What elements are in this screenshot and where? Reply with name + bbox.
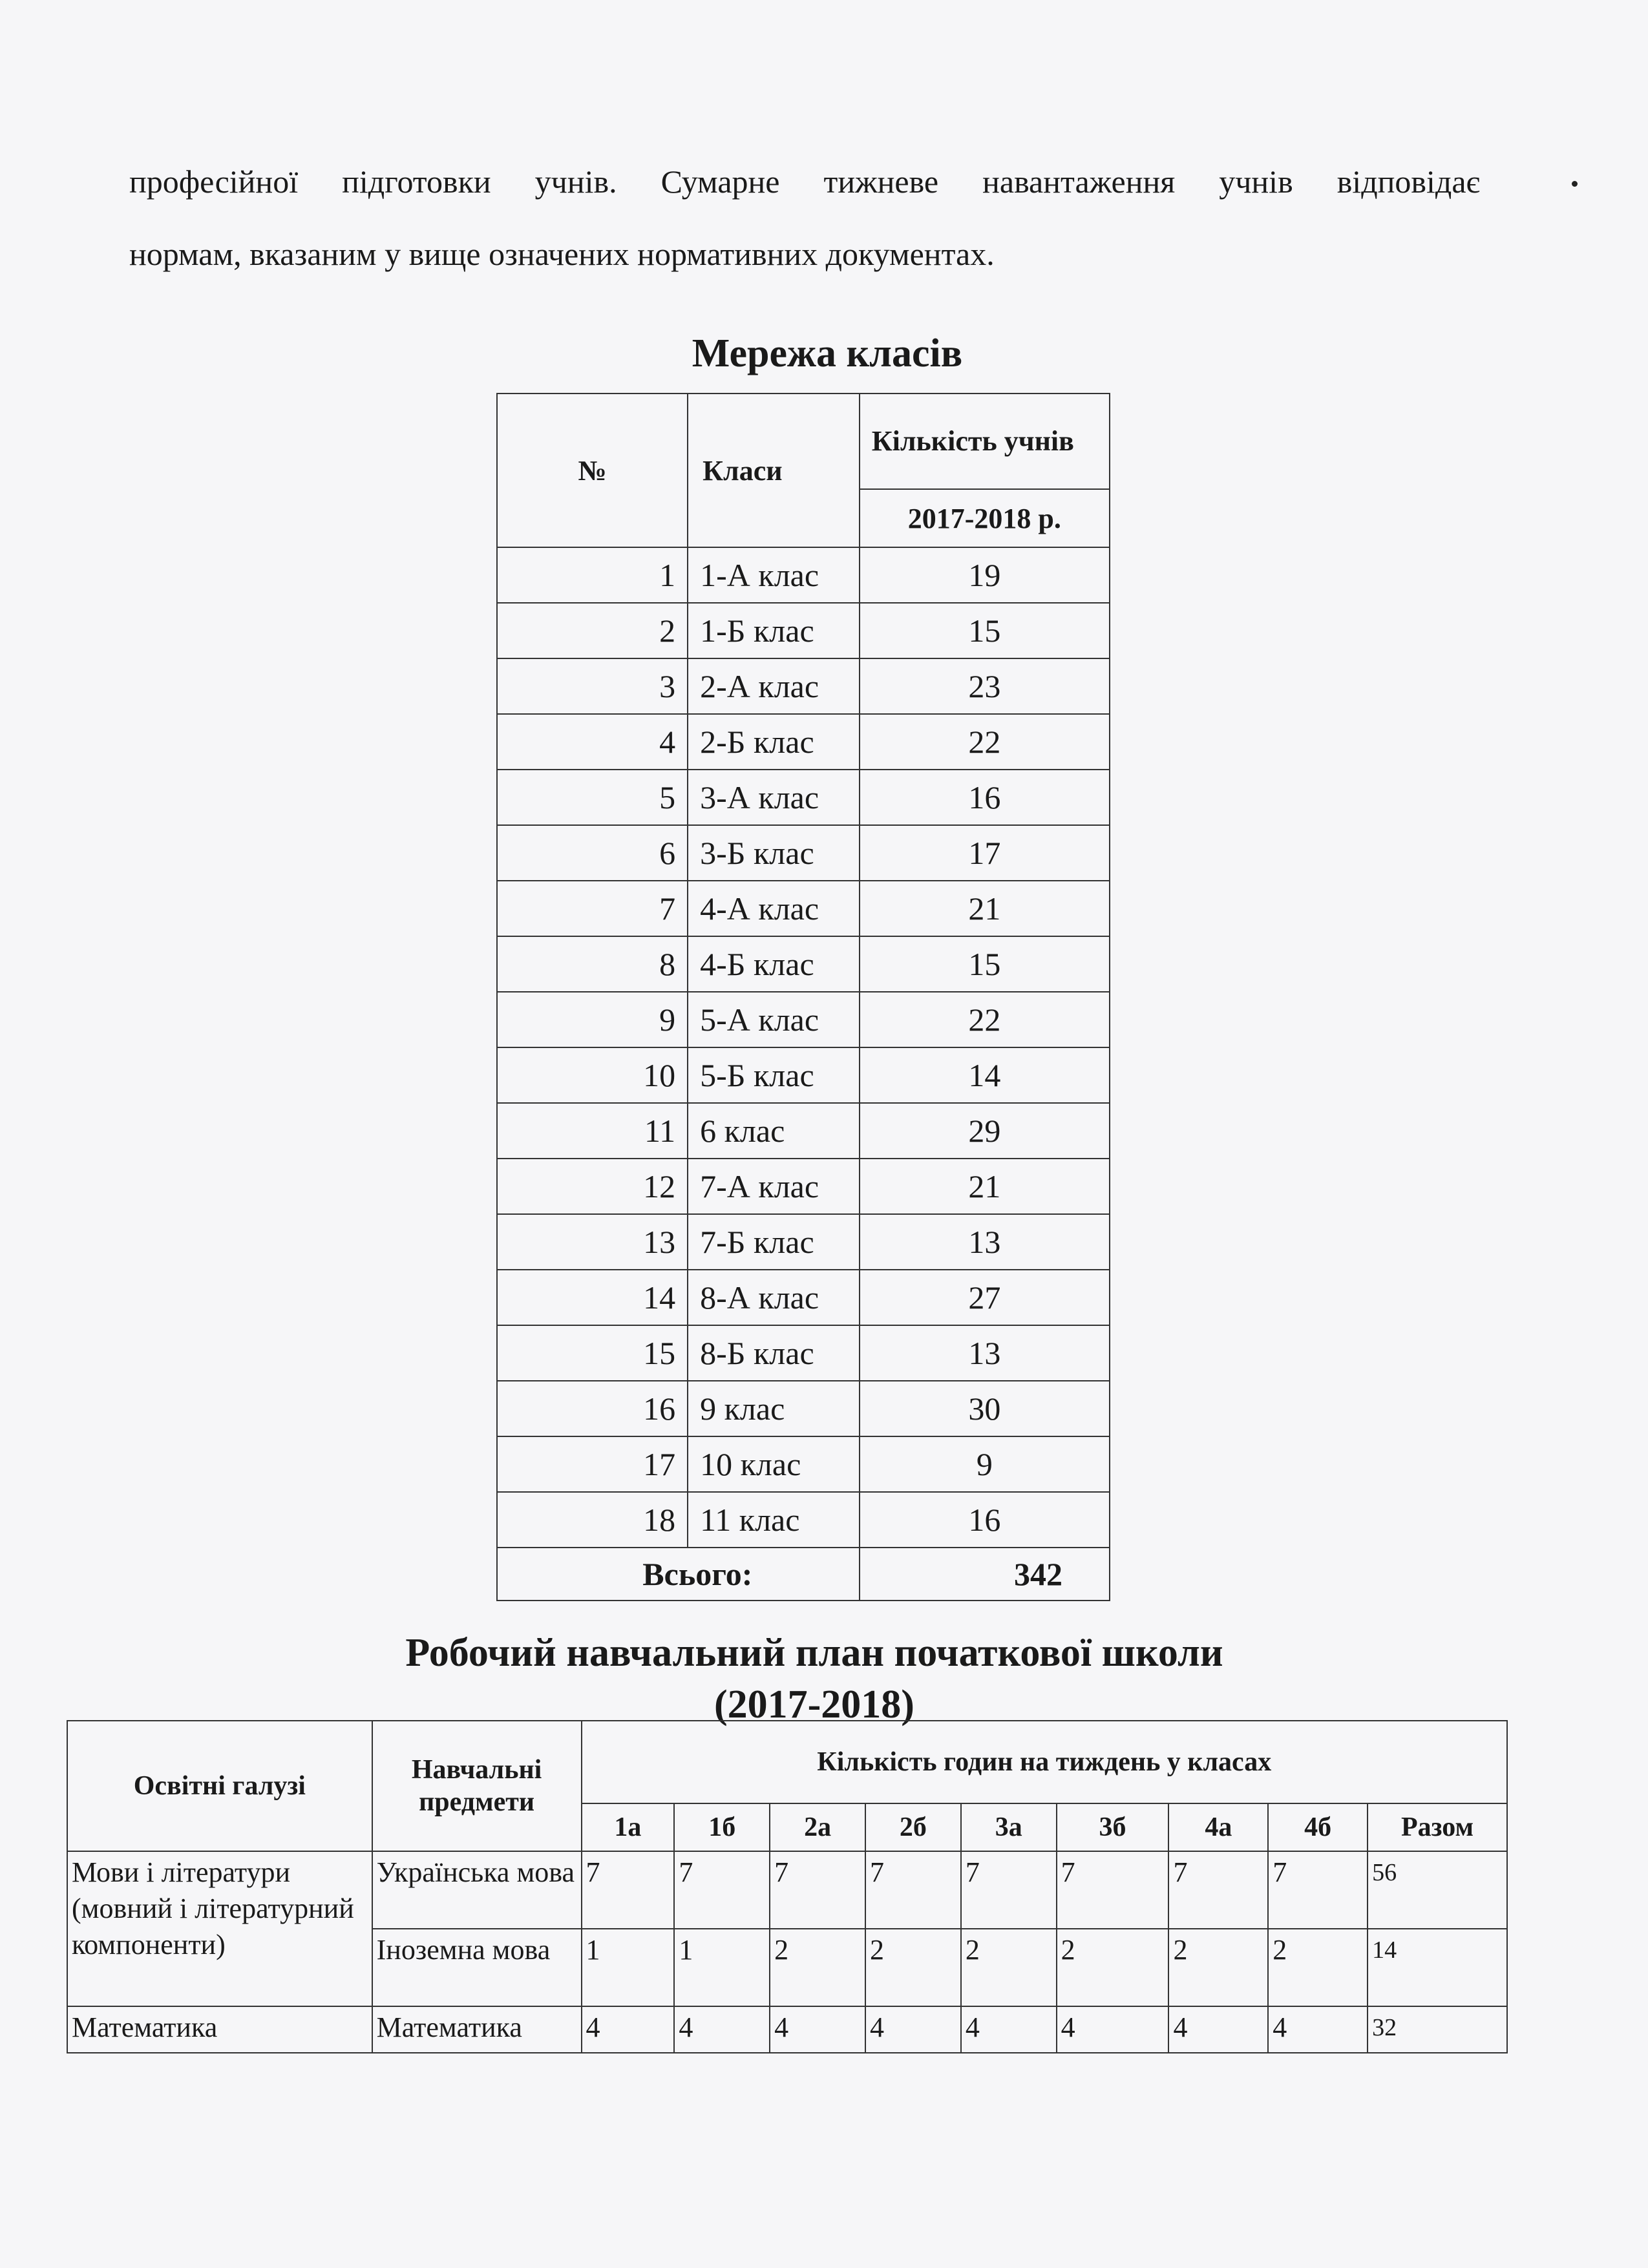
row-number: 1 [497,547,688,603]
student-count: 21 [860,1159,1110,1214]
hours-cell: 2 [770,1929,865,2006]
row-number: 14 [497,1270,688,1325]
class-header: 3а [961,1803,1057,1851]
class-name: 1-Б клас [688,603,860,658]
hours-cell: 4 [1057,2006,1169,2053]
table-row [497,1325,1110,1381]
class-header: 3б [1057,1803,1169,1851]
table-row [497,547,1110,603]
student-count: 22 [860,714,1110,770]
student-count: 17 [860,825,1110,881]
table-row [497,825,1110,881]
hours-cell: 7 [865,1851,961,1929]
hours-cell: 7 [770,1851,865,1929]
student-count: 19 [860,547,1110,603]
hours-cell: 4 [674,2006,770,2053]
table-row [497,1103,1110,1159]
class-name: 7-Б клас [688,1214,860,1270]
header-hours: Кількість годин на тиждень у класах [582,1721,1507,1803]
row-number: 17 [497,1436,688,1492]
header-year: 2017-2018 р. [860,489,1110,547]
class-name: 1-А клас [688,547,860,603]
row-number: 11 [497,1103,688,1159]
hours-cell: 2 [961,1929,1057,2006]
speck [1572,181,1578,187]
student-count: 16 [860,770,1110,825]
class-header: 1а [582,1803,675,1851]
table-row [497,1381,1110,1436]
row-number: 10 [497,1047,688,1103]
student-count: 29 [860,1103,1110,1159]
row-number: 4 [497,714,688,770]
plan-subtitle: (2017-2018) [714,1683,914,1727]
table-row [67,2006,1507,2053]
table-row [497,770,1110,825]
student-count: 15 [860,936,1110,992]
row-number: 3 [497,658,688,714]
class-header: Разом [1368,1803,1507,1851]
hours-cell: 2 [1168,1929,1268,2006]
header-area: Освітні галузі [67,1721,372,1851]
class-name: 4-А клас [688,881,860,936]
row-number: 6 [497,825,688,881]
class-header: 2а [770,1803,865,1851]
table-row [497,936,1110,992]
class-name: 4-Б клас [688,936,860,992]
class-header: 1б [674,1803,770,1851]
hours-cell: 4 [865,2006,961,2053]
student-count: 16 [860,1492,1110,1548]
hours-cell: 4 [582,2006,675,2053]
class-network-table [496,393,1110,1601]
student-count: 14 [860,1047,1110,1103]
total-cell: 56 [1368,1851,1507,1929]
table-row [497,1159,1110,1214]
table-row [497,1270,1110,1325]
table-row [67,1851,1507,1929]
table-row [497,1214,1110,1270]
subject-cell: Іноземна мова [372,1929,582,2006]
row-number: 16 [497,1381,688,1436]
hours-cell: 7 [1168,1851,1268,1929]
table-row [497,992,1110,1047]
row-number: 12 [497,1159,688,1214]
plan-title [194,1627,1435,1730]
row-number: 8 [497,936,688,992]
student-count: 13 [860,1325,1110,1381]
class-header: 4б [1268,1803,1368,1851]
total-value: 342 [860,1548,1110,1601]
table-row [497,1047,1110,1103]
hours-cell: 2 [1057,1929,1169,2006]
class-name: 2-Б клас [688,714,860,770]
area-cell: Математика [67,2006,372,2053]
intro-line-2: нормам, вказаним у вище означених нормативних документах. [129,236,995,272]
intro-line-1: професійної підготовки учнів. Сумарне тижневе навантаження учнів відповідає [129,163,1480,200]
class-header: 2б [865,1803,961,1851]
class-name: 7-А клас [688,1159,860,1214]
student-count: 30 [860,1381,1110,1436]
hours-cell: 2 [865,1929,961,2006]
hours-cell: 4 [961,2006,1057,2053]
hours-cell: 7 [582,1851,675,1929]
row-number: 9 [497,992,688,1047]
curriculum-table [67,1720,1508,2053]
plan-title-line: Робочий навчальний план початкової школи [405,1631,1223,1675]
total-cell: 14 [1368,1929,1507,2006]
row-number: 15 [497,1325,688,1381]
hours-cell: 2 [1268,1929,1368,2006]
table-row [497,658,1110,714]
row-number: 5 [497,770,688,825]
class-header: 4а [1168,1803,1268,1851]
student-count: 27 [860,1270,1110,1325]
hours-cell: 4 [770,2006,865,2053]
class-name: 8-Б клас [688,1325,860,1381]
area-cell: Мови і літератури (мовний і літературний компоненти) [67,1851,372,2006]
student-count: 15 [860,603,1110,658]
header-classes: Класи [688,394,860,547]
hours-cell: 4 [1168,2006,1268,2053]
hours-cell: 7 [961,1851,1057,1929]
class-name: 3-Б клас [688,825,860,881]
student-count: 21 [860,881,1110,936]
class-name: 10 клас [688,1436,860,1492]
intro-paragraph [129,145,1480,290]
class-name: 2-А клас [688,658,860,714]
hours-cell: 7 [1268,1851,1368,1929]
table-row [497,1492,1110,1548]
class-name: 8-А клас [688,1270,860,1325]
hours-cell: 7 [1057,1851,1169,1929]
table-row [497,881,1110,936]
student-count: 9 [860,1436,1110,1492]
table-row [497,1436,1110,1492]
hours-cell: 1 [582,1929,675,2006]
class-name: 9 клас [688,1381,860,1436]
row-number: 13 [497,1214,688,1270]
hours-cell: 1 [674,1929,770,2006]
header-subjects: Навчальні предмети [372,1721,582,1851]
class-name: 11 клас [688,1492,860,1548]
student-count: 22 [860,992,1110,1047]
student-count: 13 [860,1214,1110,1270]
hours-cell: 7 [674,1851,770,1929]
total-cell: 32 [1368,2006,1507,2053]
class-name: 5-А клас [688,992,860,1047]
student-count: 23 [860,658,1110,714]
subject-cell: Математика [372,2006,582,2053]
total-label: Всього: [497,1548,860,1601]
class-network-title: Мережа класів [692,331,963,375]
class-name: 5-Б клас [688,1047,860,1103]
table-row [497,714,1110,770]
row-number: 7 [497,881,688,936]
class-name: 6 клас [688,1103,860,1159]
class-name: 3-А клас [688,770,860,825]
row-number: 18 [497,1492,688,1548]
table-row [497,603,1110,658]
header-count: Кількість учнів [860,394,1110,489]
subject-cell: Українська мова [372,1851,582,1929]
hours-cell: 4 [1268,2006,1368,2053]
header-num: № [497,394,688,547]
row-number: 2 [497,603,688,658]
